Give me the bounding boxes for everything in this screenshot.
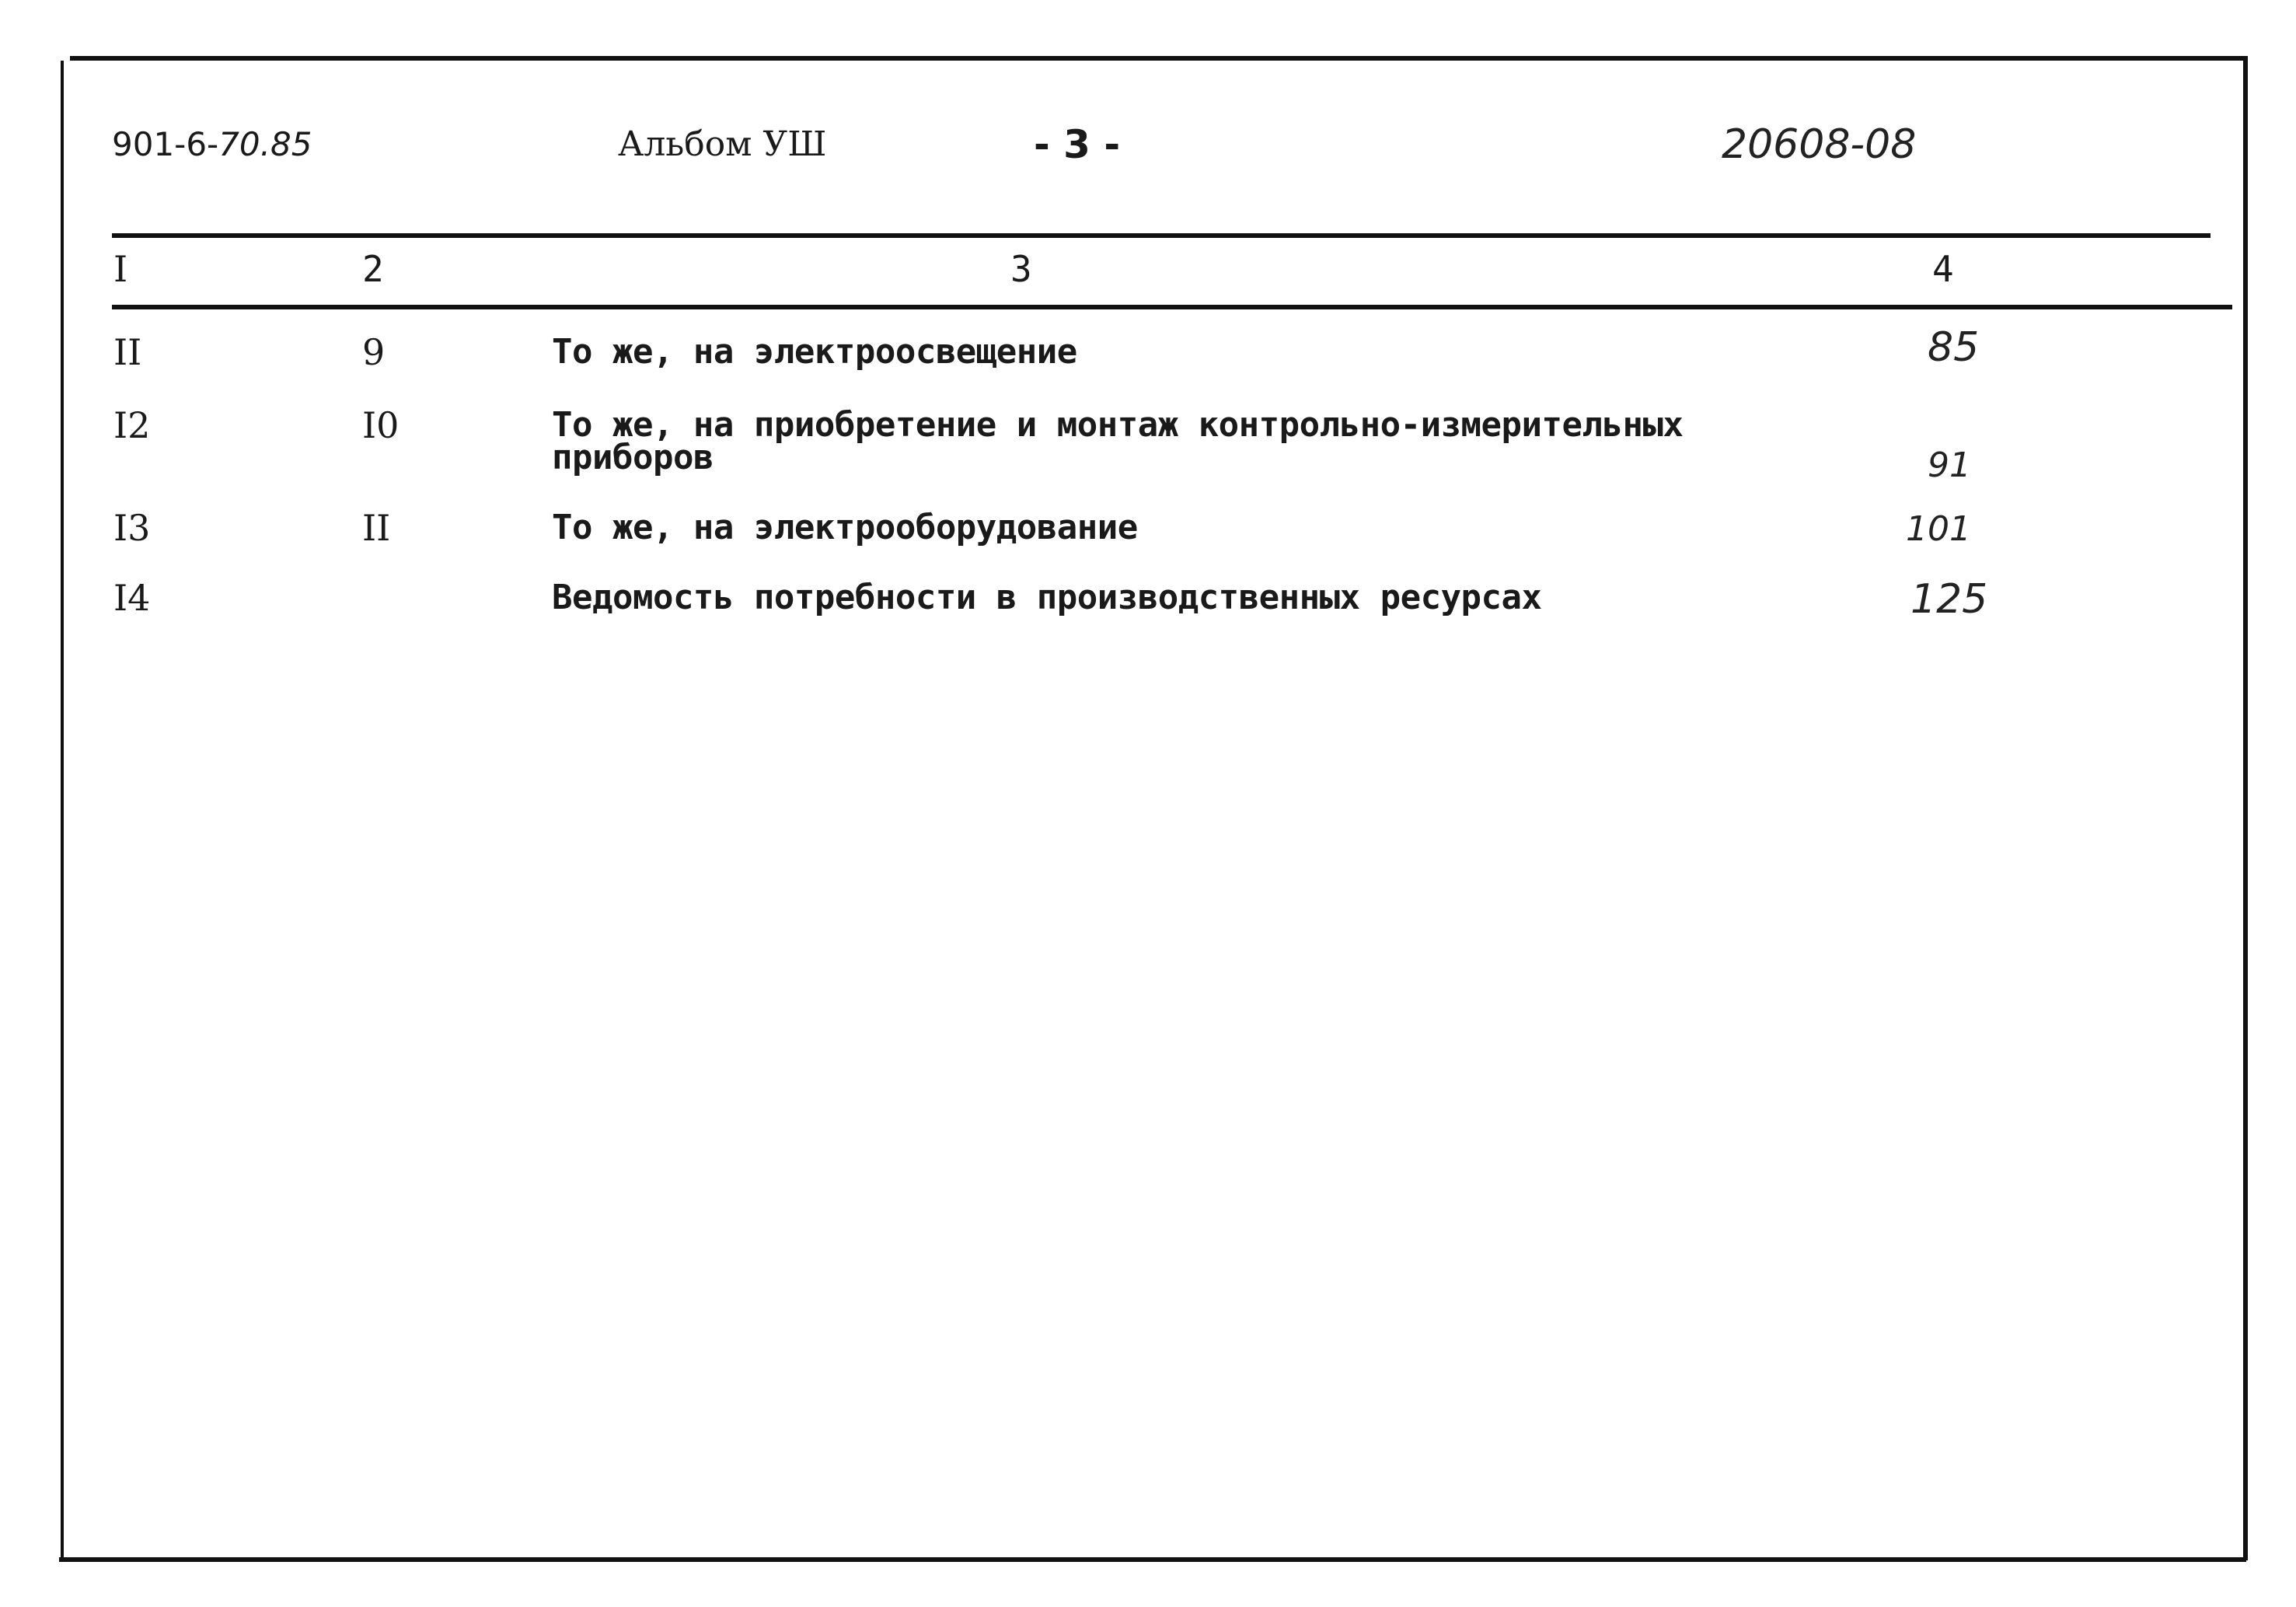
document-code	[112, 123, 312, 166]
frame-top-border	[70, 56, 2246, 61]
album-label: Альбом УШ	[618, 124, 827, 164]
table-row	[0, 324, 2296, 381]
table-row	[0, 507, 2296, 557]
table-header-top-rule	[112, 233, 2211, 238]
row-page: 91	[1928, 445, 1971, 485]
row-page: 125	[1910, 576, 1988, 623]
frame-left-border	[61, 61, 64, 1561]
row-section: II	[362, 507, 391, 549]
page-number: - 3 -	[1034, 122, 1121, 167]
document-code-printed: 901-6-	[112, 125, 219, 163]
document-code-handwritten: 70.85	[218, 125, 312, 163]
column-header-3: 3	[1010, 248, 1032, 290]
column-header-4: 4	[1932, 248, 1954, 290]
frame-bottom-border	[59, 1557, 2246, 1562]
row-description: Ведомость потребности в производственных ресурсах	[552, 578, 1542, 617]
row-section: I0	[362, 404, 400, 446]
table-row	[0, 576, 2296, 627]
row-number: I2	[113, 404, 151, 446]
table-row	[0, 404, 2296, 485]
row-description-line-2: приборов	[552, 438, 714, 477]
row-section: 9	[362, 331, 386, 373]
row-description: То же, на электрооборудование	[552, 508, 1138, 547]
row-number: I4	[113, 577, 151, 619]
row-number: II	[113, 331, 142, 373]
column-header-2: 2	[362, 248, 384, 290]
row-number: I3	[113, 507, 151, 549]
table-header-bottom-rule	[112, 305, 2232, 309]
row-description-line-1: То же, на приобретение и монтаж контрольно-измерительных	[552, 405, 1684, 445]
row-description: То же, на электроосвещение	[552, 332, 1077, 372]
column-header-1: I	[113, 248, 128, 290]
document-number: 20608-08	[1722, 121, 1917, 168]
frame-right-border	[2243, 56, 2248, 1560]
row-page: 101	[1906, 509, 1971, 549]
row-page: 85	[1928, 324, 1980, 371]
